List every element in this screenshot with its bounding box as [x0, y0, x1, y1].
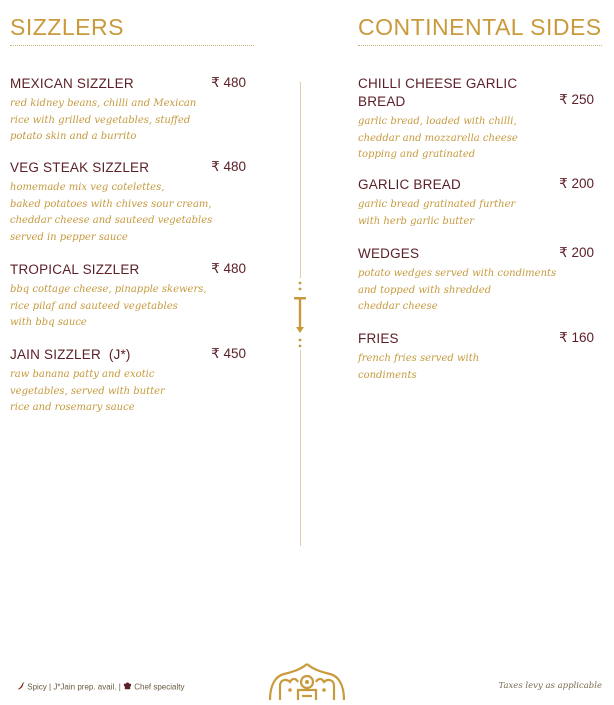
- item-price: ₹ 200: [559, 245, 594, 260]
- item-price: ₹ 160: [559, 330, 594, 345]
- item-name: MEXICAN SIZZLER: [10, 76, 134, 91]
- taxes-note: Taxes levy as applicable: [498, 681, 602, 691]
- menu-item-fries: [358, 330, 594, 384]
- title-divider: [10, 45, 254, 46]
- item-name: WEDGES: [358, 246, 420, 261]
- dietary-legend: Spicy | J*Jain prep. avail. | Chef specialty: [16, 682, 184, 693]
- item-price: ₹ 250: [559, 92, 594, 107]
- item-description: bbq cottage cheese, pinapple skewers, rice pilaf and sauteed vegetables with bbq sauce: [10, 284, 207, 328]
- menu-item-veg-steak-sizzler: [10, 159, 246, 246]
- menu-item-tropical-sizzler: [10, 261, 246, 332]
- chef-hat-icon: [123, 682, 132, 693]
- menu-item-wedges: [358, 245, 594, 316]
- item-name: JAIN SIZZLER (J*): [10, 347, 131, 362]
- item-name: TROPICAL SIZZLER: [10, 262, 140, 277]
- title-divider: [358, 45, 602, 46]
- menu-item-jain-sizzler: [10, 346, 246, 417]
- column-divider-top: [300, 82, 301, 278]
- chilli-icon: [16, 682, 25, 693]
- item-price: ₹ 480: [211, 159, 246, 174]
- item-name: CHILLI CHEESE GARLIC BREAD: [358, 76, 518, 109]
- item-description: homemade mix veg cotelettes, baked potatoes with chives sour cream, cheddar cheese and sauteed vegetables served in pepper sauce: [10, 182, 213, 243]
- item-description: potato wedges served with condiments and topped with shredded cheddar cheese: [358, 268, 557, 312]
- item-description: raw banana patty and exotic vegetables, served with butter rice and rosemary sauce: [10, 369, 165, 413]
- item-price: ₹ 480: [211, 261, 246, 276]
- menu-item-mexican-sizzler: [10, 75, 246, 146]
- ornament-icon: [291, 280, 309, 355]
- item-description: red kidney beans, chilli and Mexican rice with grilled vegetables, stuffed potato skin and a burrito: [10, 98, 197, 142]
- item-price: ₹ 450: [211, 346, 246, 361]
- sizzlers-title: SIZZLERS: [10, 14, 124, 40]
- item-name: VEG STEAK SIZZLER: [10, 160, 150, 175]
- item-name: GARLIC BREAD: [358, 177, 461, 192]
- menu-item-garlic-bread: [358, 176, 594, 230]
- column-divider-bottom: [300, 350, 301, 546]
- item-name: FRIES: [358, 331, 399, 346]
- item-description: garlic bread, loaded with chilli, cheddar and mozzarella cheese topping and gratinated: [358, 116, 518, 160]
- menu-item-chilli-cheese-garlic-bread: [358, 75, 594, 164]
- continental-sides-title: CONTINENTAL SIDES: [358, 14, 602, 40]
- emblem-icon: [262, 660, 352, 705]
- item-description: french fries served with condiments: [358, 353, 480, 381]
- item-price: ₹ 200: [559, 176, 594, 191]
- item-price: ₹ 480: [211, 75, 246, 90]
- item-description: garlic bread gratinated further with herb garlic butter: [358, 199, 516, 227]
